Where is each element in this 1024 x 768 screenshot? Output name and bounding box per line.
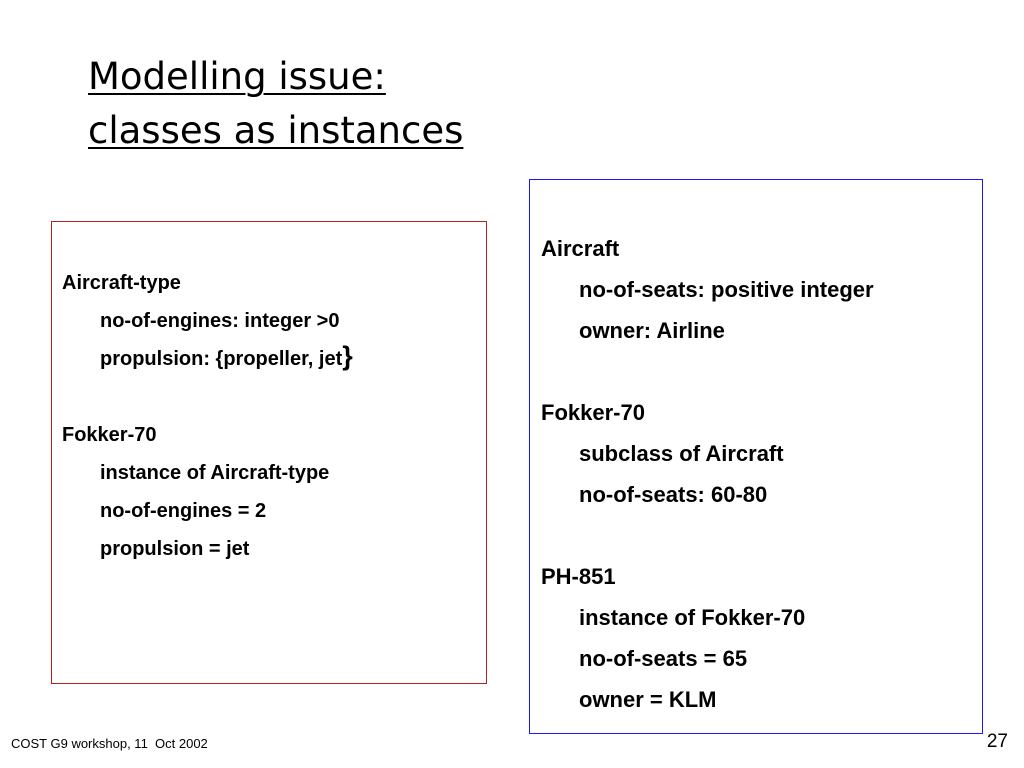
instance-of-fokker-attribute: instance of Fokker-70: [579, 605, 806, 630]
propulsion-attribute: [62, 340, 486, 378]
page-number: 27: [986, 731, 1008, 752]
class-hierarchy-box: [529, 179, 983, 734]
entry-spacer: [62, 378, 486, 416]
owner-type-attribute: owner: Airline: [579, 318, 725, 343]
engines-value-attribute: no-of-engines = 2: [100, 500, 267, 522]
propulsion-value-attribute: propulsion = jet: [100, 538, 250, 560]
fokker70-subclass-entry: [541, 392, 982, 515]
seats-range-attribute: no-of-seats: 60-80: [579, 482, 768, 507]
slide-title-line-1[interactable]: Modelling issue:: [88, 55, 386, 98]
meta-class-box: [51, 221, 487, 684]
fokker70-instance-entry: [62, 416, 486, 568]
propulsion-attribute-text: propulsion: {propeller, jet: [100, 348, 343, 370]
instance-of-attribute: instance of Aircraft-type: [100, 462, 330, 484]
closing-brace: }: [342, 341, 353, 371]
fokker70-subclass-name: Fokker-70: [541, 400, 645, 425]
ph851-entry: [541, 556, 982, 720]
slide-title: [88, 50, 463, 158]
owner-value-attribute: owner = KLM: [579, 687, 717, 712]
aircraft-type-entry: [62, 264, 486, 378]
aircraft-type-name: Aircraft-type: [62, 272, 181, 294]
ph851-name: PH-851: [541, 564, 616, 589]
entry-spacer: [541, 515, 982, 556]
subclass-of-attribute: subclass of Aircraft: [579, 441, 784, 466]
seats-type-attribute: no-of-seats: positive integer: [579, 277, 874, 302]
entry-spacer: [541, 351, 982, 392]
no-of-engines-attribute: no-of-engines: integer >0: [100, 310, 340, 332]
seats-value-attribute: no-of-seats = 65: [579, 646, 748, 671]
aircraft-name: Aircraft: [541, 236, 620, 261]
aircraft-entry: [541, 228, 982, 351]
slide-title-line-2[interactable]: classes as instances: [88, 109, 464, 152]
slide-footer: COST G9 workshop, 11 Oct 2002: [11, 736, 208, 751]
fokker70-instance-name: Fokker-70: [62, 424, 157, 446]
